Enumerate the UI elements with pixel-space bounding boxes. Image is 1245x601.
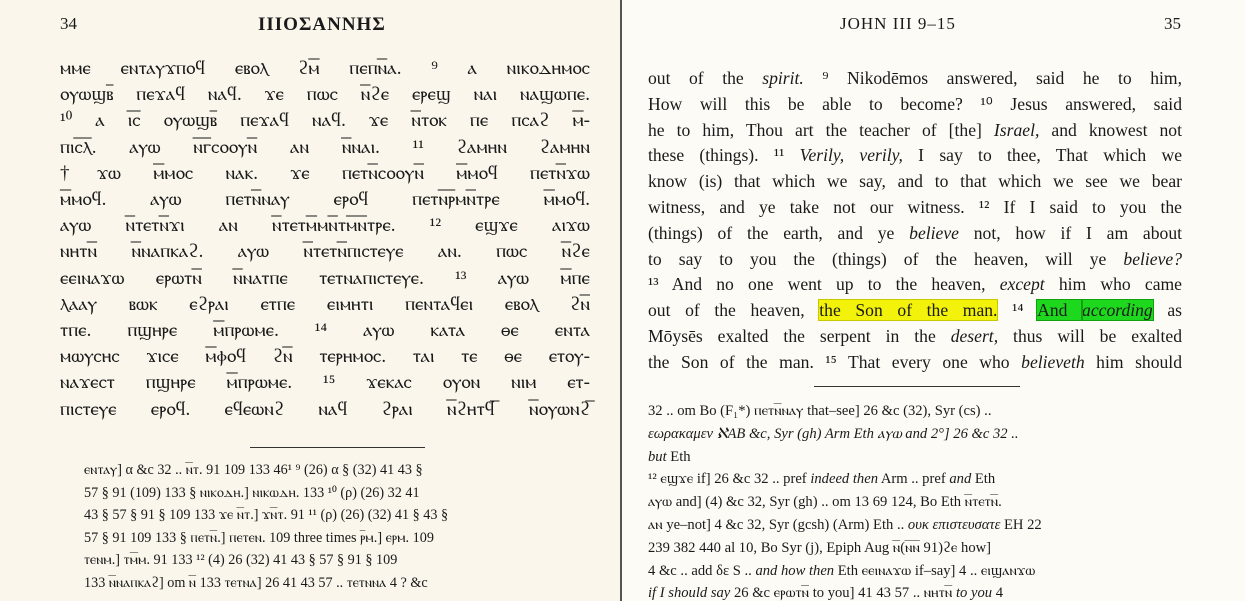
text-run: Israel, [993,119,1040,140]
text-run: Eth [666,448,691,465]
text-run: spirit. [762,68,804,88]
note-line [648,468,1182,491]
translation-line [648,118,1182,144]
text-run: Arm .. pref [878,471,950,488]
text-run: ⲁⲩⲱ and] (4) &c 32, Syr (gh) .. om 13 69 124, Bo Eth ⲛ̅ⲧⲉⲧⲛ̅. [648,494,1002,511]
text-run: know (is) that which we say, and to that which we see we bear [648,171,1182,192]
note-line [648,446,1182,469]
right-running-title: JOHN III 9–15 [840,14,956,33]
translation-line [648,195,1182,221]
note-line [648,400,1182,423]
translation-line [648,221,1182,247]
coptic-line: ⲡⲓⲥⲧⲉⲩⲉ ⲉⲣⲟϥ. ⲉϥⲉⲱⲛϩ ⲛⲁϥ ϩⲣⲁⲓ ⲛ̅ϩⲏⲧϥ̅ ⲛ̅ⲟⲩⲱⲛϩ̅ [60,398,590,420]
apparatus-line: 57 § 91 109 133 § ⲡⲉⲧⲛ̅.] ⲡⲉⲧⲉⲛ. 109 three times ⲣ̅ⲙ.] ⲉⲣⲙ. 109 [84,529,434,546]
english-translation [648,66,1182,376]
text-run: Eth ⲉⲉⲓⲛⲁϫⲱ if–say] 4 .. ⲉⲓϣⲁⲛϫⲱ [834,562,1036,579]
right-page [622,0,1245,601]
text-run: 4 &c .. add δε S .. [648,562,756,579]
text-run: to say to you the (things) of the heaven, will ye [648,248,1124,269]
coptic-line: ⲡⲓⲥ̅ⲗ̅. ⲁⲩⲱ ⲛ̅ⲅ̅ⲥⲟⲟⲩⲛ̅ ⲁⲛ ⲛ̅ⲛⲁⲓ. ¹¹ ϩⲁⲙⲏⲛ ϩⲁⲙⲏⲛ [60,136,590,158]
note-line [648,582,1182,601]
text-run: EH 22 [1000,516,1042,533]
text-run: ¹³ And no one went up to the heaven, [648,274,1000,295]
coptic-line: ⲟⲩⲱϣⲃ̅ ⲡⲉϫⲁϥ ⲛⲁϥ. ϫⲉ ⲡⲱⲥ ⲛ̅ϩⲉ ⲉⲣⲉϣ ⲛⲁⲓ ⲛⲁϣⲱⲡⲉ. [60,84,590,106]
text-run: out of the [648,68,763,88]
text-run: as [1152,300,1183,321]
translation-line [648,66,1182,92]
apparatus-line: 133 ⲛ̅ⲛⲁⲡⲕⲁϩ] om ⲛ̅ 133 ⲧⲉⲧⲛⲁ] 26 41 43 57 .. ⲧⲉⲧⲛⲛⲁ 4 ? &c [84,574,428,591]
footnote-rule [250,447,425,448]
note-line [648,514,1182,537]
highlighted-phrase: according [1082,300,1153,321]
coptic-line: ⲁⲩⲱ ⲛ̅ⲧⲉⲧⲛ̅ϫⲓ ⲁⲛ ⲛ̅ⲧⲉⲧⲙ̅ⲙⲛ̅ⲧⲙ̅ⲛ̅ⲧⲣⲉ. ¹² ⲉϣϫⲉ ⲁⲓϫⲱ [60,215,590,237]
text-run: ¹⁴ [997,300,1038,321]
coptic-line: ⲧⲡⲉ. ⲡϣⲏⲣⲉ ⲙ̅ⲡⲣⲱⲙⲉ. ¹⁴ ⲁⲩⲱ ⲕⲁⲧⲁ ⲑⲉ ⲉⲛⲧⲁ [60,320,590,342]
text-run: 4 [992,585,1003,601]
translation-line [648,324,1182,350]
text-run: he to him, Thou art the teacher of [the] [648,119,994,140]
text-run: How will this be able to become? ¹⁰ Jesus answered, said [648,93,1182,114]
text-run: Mōysēs exalted the serpent in the [648,325,951,346]
apparatus-line: 57 § 91 (109) 133 § ⲛⲓⲕⲟⲇⲏ.] ⲛⲓⲕⲱⲇⲏ. 133 ¹⁰ (ρ) (26) 32 41 [84,484,420,501]
translation-line [648,350,1182,376]
text-run: these (things). ¹¹ [648,145,800,166]
text-run: thus will be exalted [998,325,1182,346]
text-run: and [949,471,972,488]
highlighted-phrase: the Son of the man. [819,300,998,321]
coptic-line: ⲉⲉⲓⲛⲁϫⲱ ⲉⲣⲱⲧⲛ̅ ⲛ̅ⲛⲁⲧⲡⲉ ⲧⲉⲧⲛⲁⲡⲓⲥⲧⲉⲩⲉ. ¹³ ⲁⲩⲱ ⲙ̅ⲡⲉ [60,267,590,289]
text-run: ουκ επιστευσατε [907,516,1001,533]
text-run: ⲁⲛ ye–not] 4 &c 32, Syr (gcsh) (Arm) Eth .. [648,516,908,533]
text-run: Verily, verily, [799,145,903,166]
text-run: indeed then [810,471,878,488]
coptic-line: ⲗⲁⲁⲩ ⲃⲱⲕ ⲉϩⲣⲁⲓ ⲉⲧⲡⲉ ⲉⲓⲙⲏⲧⲓ ⲡⲉⲛⲧⲁϥⲉⲓ ⲉⲃⲟⲗ ϩⲛ̅ [60,293,590,315]
text-run: him should [1084,351,1182,372]
translation-line [648,247,1182,273]
text-run: 239 382 440 al 10, Bo Syr (j), Epiph Aug ⲛ̅(ⲛ̅ⲛ̅ 91)ϩⲉ how] [648,539,992,556]
text-run: and how then [755,562,835,579]
text-run: him who came [1044,274,1182,295]
translation-line [648,92,1182,118]
translation-line [648,169,1182,195]
coptic-line: ⲙⲙⲉ ⲉⲛⲧⲁⲩϫⲡⲟϥ ⲉⲃⲟⲗ ϩⲙ̅ ⲡⲉⲡⲛ̅ⲁ. ⁹ ⲁ ⲛⲓⲕⲟⲇⲏⲙⲟⲥ [60,58,590,79]
translation-line [648,272,1182,298]
text-run: believeth [1021,351,1085,372]
text-run: 26 &c ⲉⲣⲱⲧⲛ̅ to you] 41 43 57 .. ⲛⲏⲧⲛ̅ [730,585,956,601]
text-run: witness, and ye take not our witness. ¹² If I said to you the [648,196,1182,217]
text-run: except [999,274,1045,295]
text-run: if I should say [648,585,731,601]
left-page [0,0,620,601]
coptic-apparatus [84,459,589,595]
text-run: 32 .. om Bo (F₁*) ⲡⲉⲧⲛ̅ⲛⲁⲩ that–see] 26 &c (32), Syr (cs) .. [648,403,992,419]
apparatus-line: ⲧⲉⲛⲙ.] ⲧⲙ̅ⲙ. 91 133 ¹² (4) 26 (32) 41 43 § 57 § 91 § 109 [84,552,398,569]
text-run: but [648,448,667,465]
apparatus-line: 43 § 57 § 91 § 109 133 ϫⲉ ⲛ̅ⲧ.] ϫⲛ̅ⲧ. 91 ¹¹ (ρ) (26) (32) 41 § 43 § [84,507,449,524]
text-run: not, how if I am about [958,222,1182,243]
text-run: the Son of the man. ¹⁵ That every one who [648,351,1022,372]
right-page-number: 35 [1164,14,1181,33]
note-line [648,560,1182,583]
critical-apparatus [648,400,1182,601]
text-run: Eth [971,471,996,488]
left-running-title: ΙΙΙΟΣΑΝΝΗΣ [258,14,386,35]
coptic-line: ⲙⲱⲩⲥⲏⲥ ϫⲓⲥⲉ ⲙ̅ⲫⲟϥ ϩⲛ̅ ⲧⲉⲣⲏⲙⲟⲥ. ⲧⲁⲓ ⲧⲉ ⲑⲉ ⲉⲧⲟⲩ- [60,346,590,368]
text-run: believe? [1123,248,1182,269]
text-run: I say to thee, That which we [902,145,1183,166]
note-line [648,537,1182,560]
text-run: (things) of the earth, and ye [648,222,910,243]
text-run: out of the heaven, [648,300,820,321]
note-line [648,491,1182,514]
footnote-rule [814,386,1020,387]
text-run: ¹² ⲉϣϫⲉ if] 26 &c 32 .. pref [648,471,811,488]
text-run: desert, [950,325,999,346]
text-run: to you [955,585,993,601]
translation-line [648,298,1182,324]
note-line [648,423,1182,446]
coptic-line: †ϫⲱ ⲙ̅ⲙⲟⲥ ⲛⲁⲕ. ϫⲉ ⲡⲉⲧⲛ̅ⲥⲟⲟⲩⲛ̅ ⲙ̅ⲙⲟϥ ⲡⲉⲧⲛ̅ϫⲱ [60,162,590,184]
coptic-line: ⲙ̅ⲙⲟϥ. ⲁⲩⲱ ⲡⲉⲧⲛ̅ⲛⲁⲩ ⲉⲣⲟϥ ⲡⲉⲧⲛ̅ⲣ̅ⲙⲛ̅ⲧⲣⲉ ⲙ̅ⲙⲟϥ. [60,189,590,211]
text-run: ⁹ Nikodēmos answered, said he to him, [803,68,1183,88]
text-run: and knowest not [1039,119,1182,140]
coptic-line: ¹⁰ ⲁ ⲓ̅ⲥ̅ ⲟⲩⲱϣⲃ̅ ⲡⲉϫⲁϥ ⲛⲁϥ. ϫⲉ ⲛ̅ⲧⲟⲕ ⲡⲉ ⲡⲥⲁϩ ⲙ̅- [60,110,590,132]
coptic-line: ⲛⲏⲧⲛ̅ ⲛ̅ⲛⲁⲡⲕⲁϩ. ⲁⲩⲱ ⲛ̅ⲧⲉⲧⲛ̅ⲡⲓⲥⲧⲉⲩⲉ ⲁⲛ. ⲡⲱⲥ ⲛ̅ϩⲉ [60,241,590,263]
text-run: εωρακαμεν ℵAB &c, Syr (gh) Arm Eth ⲁⲩⲱ and 2°] 26 &c 32 .. [648,425,1019,442]
text-run: believe [909,222,959,243]
coptic-line: ⲛⲁϫⲉⲥⲧ ⲡϣⲏⲣⲉ ⲙ̅ⲡⲣⲱⲙⲉ. ¹⁵ ϫⲉⲕⲁⲥ ⲟⲩⲟⲛ ⲛⲓⲙ ⲉⲧ- [60,372,590,394]
translation-line [648,143,1182,169]
coptic-text [60,56,590,423]
apparatus-line: ⲉⲛⲧⲁⲩ] α &c 32 .. ⲛ̅ⲧ. 91 109 133 46¹ ⁹ (26) α § (32) 41 43 § [84,462,423,478]
left-page-number: 34 [60,14,77,33]
highlighted-phrase: And [1037,300,1083,321]
